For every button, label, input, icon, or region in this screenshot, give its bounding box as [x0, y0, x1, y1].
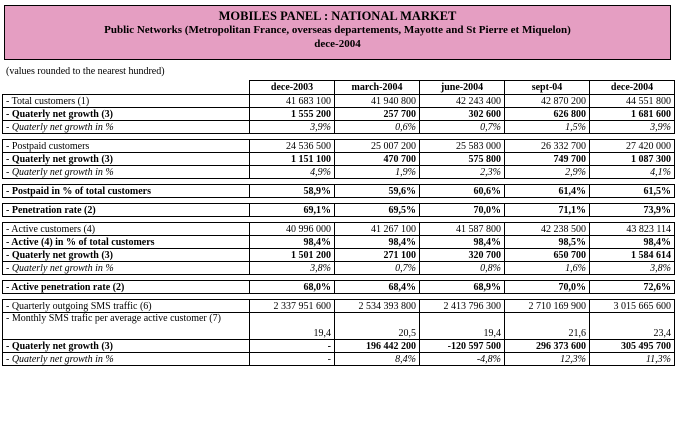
value-cell: 1 584 614 — [590, 249, 675, 262]
value-cell: 71,1% — [505, 204, 590, 217]
value-cell: 25 007 200 — [335, 140, 420, 153]
value-cell: 70,0% — [505, 281, 590, 294]
value-cell: 41 267 100 — [335, 223, 420, 236]
table-row — [3, 340, 675, 353]
value-cell: 302 600 — [420, 108, 505, 121]
report-title: MOBILES PANEL : NATIONAL MARKET — [218, 9, 457, 23]
value-cell: 257 700 — [335, 108, 420, 121]
column-header: dece-2004 — [590, 81, 675, 95]
table-row — [3, 353, 675, 366]
value-cell: - — [250, 353, 335, 366]
value-cell: 0,6% — [335, 121, 420, 134]
rounding-note: (values rounded to the nearest hundred) — [6, 66, 165, 77]
value-cell: 60,6% — [420, 185, 505, 198]
table-row — [3, 121, 675, 134]
table-row — [3, 262, 675, 275]
value-cell: - — [250, 340, 335, 353]
value-cell: 42 238 500 — [505, 223, 590, 236]
value-cell: 20,5 — [335, 313, 420, 340]
table-row — [3, 166, 675, 179]
value-cell: -120 597 500 — [420, 340, 505, 353]
value-cell: 3,8% — [250, 262, 335, 275]
row-label: - Postpaid customers — [3, 140, 250, 153]
value-cell: 271 100 — [335, 249, 420, 262]
value-cell: 69,5% — [335, 204, 420, 217]
column-header-row — [3, 81, 675, 95]
value-cell: 0,7% — [420, 121, 505, 134]
value-cell: 72,6% — [590, 281, 675, 294]
value-cell: 8,4% — [335, 353, 420, 366]
row-label: - Quaterly net growth (3) — [3, 340, 250, 353]
table-row — [3, 281, 675, 294]
column-header: dece-2003 — [250, 81, 335, 95]
table-row — [3, 153, 675, 166]
value-cell: 575 800 — [420, 153, 505, 166]
value-cell: 305 495 700 — [590, 340, 675, 353]
value-cell: 68,4% — [335, 281, 420, 294]
value-cell: 1,6% — [505, 262, 590, 275]
row-label: - Monthly SMS trafic per average active customer (7) — [3, 313, 250, 340]
row-label: - Active penetration rate (2) — [3, 281, 250, 294]
value-cell: 98,4% — [420, 236, 505, 249]
value-cell: 19,4 — [420, 313, 505, 340]
header-blank-cell — [3, 81, 250, 95]
table-row — [3, 204, 675, 217]
value-cell: 4,9% — [250, 166, 335, 179]
row-label: - Quaterly net growth in % — [3, 121, 250, 134]
value-cell: 1 087 300 — [590, 153, 675, 166]
value-cell: 320 700 — [420, 249, 505, 262]
value-cell: 3,8% — [590, 262, 675, 275]
value-cell: 27 420 000 — [590, 140, 675, 153]
section-row — [3, 223, 675, 236]
value-cell: 1 681 600 — [590, 108, 675, 121]
table-row — [3, 236, 675, 249]
row-label: - Quarterly outgoing SMS traffic (6) — [3, 300, 250, 313]
value-cell: 41 587 800 — [420, 223, 505, 236]
value-cell: 69,1% — [250, 204, 335, 217]
value-cell: 2 337 951 600 — [250, 300, 335, 313]
value-cell: 1 501 200 — [250, 249, 335, 262]
column-header: sept-04 — [505, 81, 590, 95]
row-label: - Active (4) in % of total customers — [3, 236, 250, 249]
value-cell: -4,8% — [420, 353, 505, 366]
value-cell: 68,0% — [250, 281, 335, 294]
row-label: - Quaterly net growth in % — [3, 353, 250, 366]
value-cell: 70,0% — [420, 204, 505, 217]
value-cell: 44 551 800 — [590, 95, 675, 108]
value-cell: 24 536 500 — [250, 140, 335, 153]
value-cell: 25 583 000 — [420, 140, 505, 153]
value-cell: 61,4% — [505, 185, 590, 198]
value-cell: 41 940 800 — [335, 95, 420, 108]
row-label: - Penetration rate (2) — [3, 204, 250, 217]
section-row — [3, 95, 675, 108]
value-cell: 470 700 — [335, 153, 420, 166]
market-table — [2, 80, 675, 366]
value-cell: 40 996 000 — [250, 223, 335, 236]
value-cell: 2 534 393 800 — [335, 300, 420, 313]
row-label: - Quaterly net growth (3) — [3, 108, 250, 121]
row-label: - Quaterly net growth in % — [3, 262, 250, 275]
value-cell: 1 151 100 — [250, 153, 335, 166]
value-cell: 1,9% — [335, 166, 420, 179]
row-label: - Postpaid in % of total customers — [3, 185, 250, 198]
section-row — [3, 140, 675, 153]
value-cell: 4,1% — [590, 166, 675, 179]
value-cell: 26 332 700 — [505, 140, 590, 153]
section-row — [3, 300, 675, 313]
report-subtitle: Public Networks (Metropolitan France, overseas departements, Mayotte and St Pierre et Miquelon) — [104, 24, 571, 36]
table-row — [3, 313, 675, 340]
value-cell: 749 700 — [505, 153, 590, 166]
value-cell: 98,5% — [505, 236, 590, 249]
column-header: june-2004 — [420, 81, 505, 95]
value-cell: 21,6 — [505, 313, 590, 340]
value-cell: 98,4% — [590, 236, 675, 249]
value-cell: 73,9% — [590, 204, 675, 217]
value-cell: 59,6% — [335, 185, 420, 198]
table-row — [3, 249, 675, 262]
value-cell: 43 823 114 — [590, 223, 675, 236]
value-cell: 0,7% — [335, 262, 420, 275]
value-cell: 296 373 600 — [505, 340, 590, 353]
value-cell: 626 800 — [505, 108, 590, 121]
value-cell: 68,9% — [420, 281, 505, 294]
value-cell: 11,3% — [590, 353, 675, 366]
value-cell: 61,5% — [590, 185, 675, 198]
value-cell: 12,3% — [505, 353, 590, 366]
report-date: dece-2004 — [314, 38, 361, 50]
value-cell: 23,4 — [590, 313, 675, 340]
value-cell: 42 243 400 — [420, 95, 505, 108]
value-cell: 98,4% — [335, 236, 420, 249]
value-cell: 3,9% — [590, 121, 675, 134]
row-label: - Total customers (1) — [3, 95, 250, 108]
value-cell: 2 710 169 900 — [505, 300, 590, 313]
value-cell: 196 442 200 — [335, 340, 420, 353]
value-cell: 41 683 100 — [250, 95, 335, 108]
report-banner — [4, 5, 671, 60]
value-cell: 98,4% — [250, 236, 335, 249]
table-row — [3, 185, 675, 198]
value-cell: 2 413 796 300 — [420, 300, 505, 313]
value-cell: 650 700 — [505, 249, 590, 262]
table-row — [3, 108, 675, 121]
value-cell: 3,9% — [250, 121, 335, 134]
row-label: - Active customers (4) — [3, 223, 250, 236]
column-header: march-2004 — [335, 81, 420, 95]
value-cell: 1,5% — [505, 121, 590, 134]
row-label: - Quaterly net growth (3) — [3, 249, 250, 262]
row-label: - Quaterly net growth in % — [3, 166, 250, 179]
value-cell: 1 555 200 — [250, 108, 335, 121]
value-cell: 19,4 — [250, 313, 335, 340]
value-cell: 2,9% — [505, 166, 590, 179]
value-cell: 3 015 665 600 — [590, 300, 675, 313]
value-cell: 2,3% — [420, 166, 505, 179]
value-cell: 0,8% — [420, 262, 505, 275]
value-cell: 58,9% — [250, 185, 335, 198]
row-label: - Quaterly net growth (3) — [3, 153, 250, 166]
value-cell: 42 870 200 — [505, 95, 590, 108]
